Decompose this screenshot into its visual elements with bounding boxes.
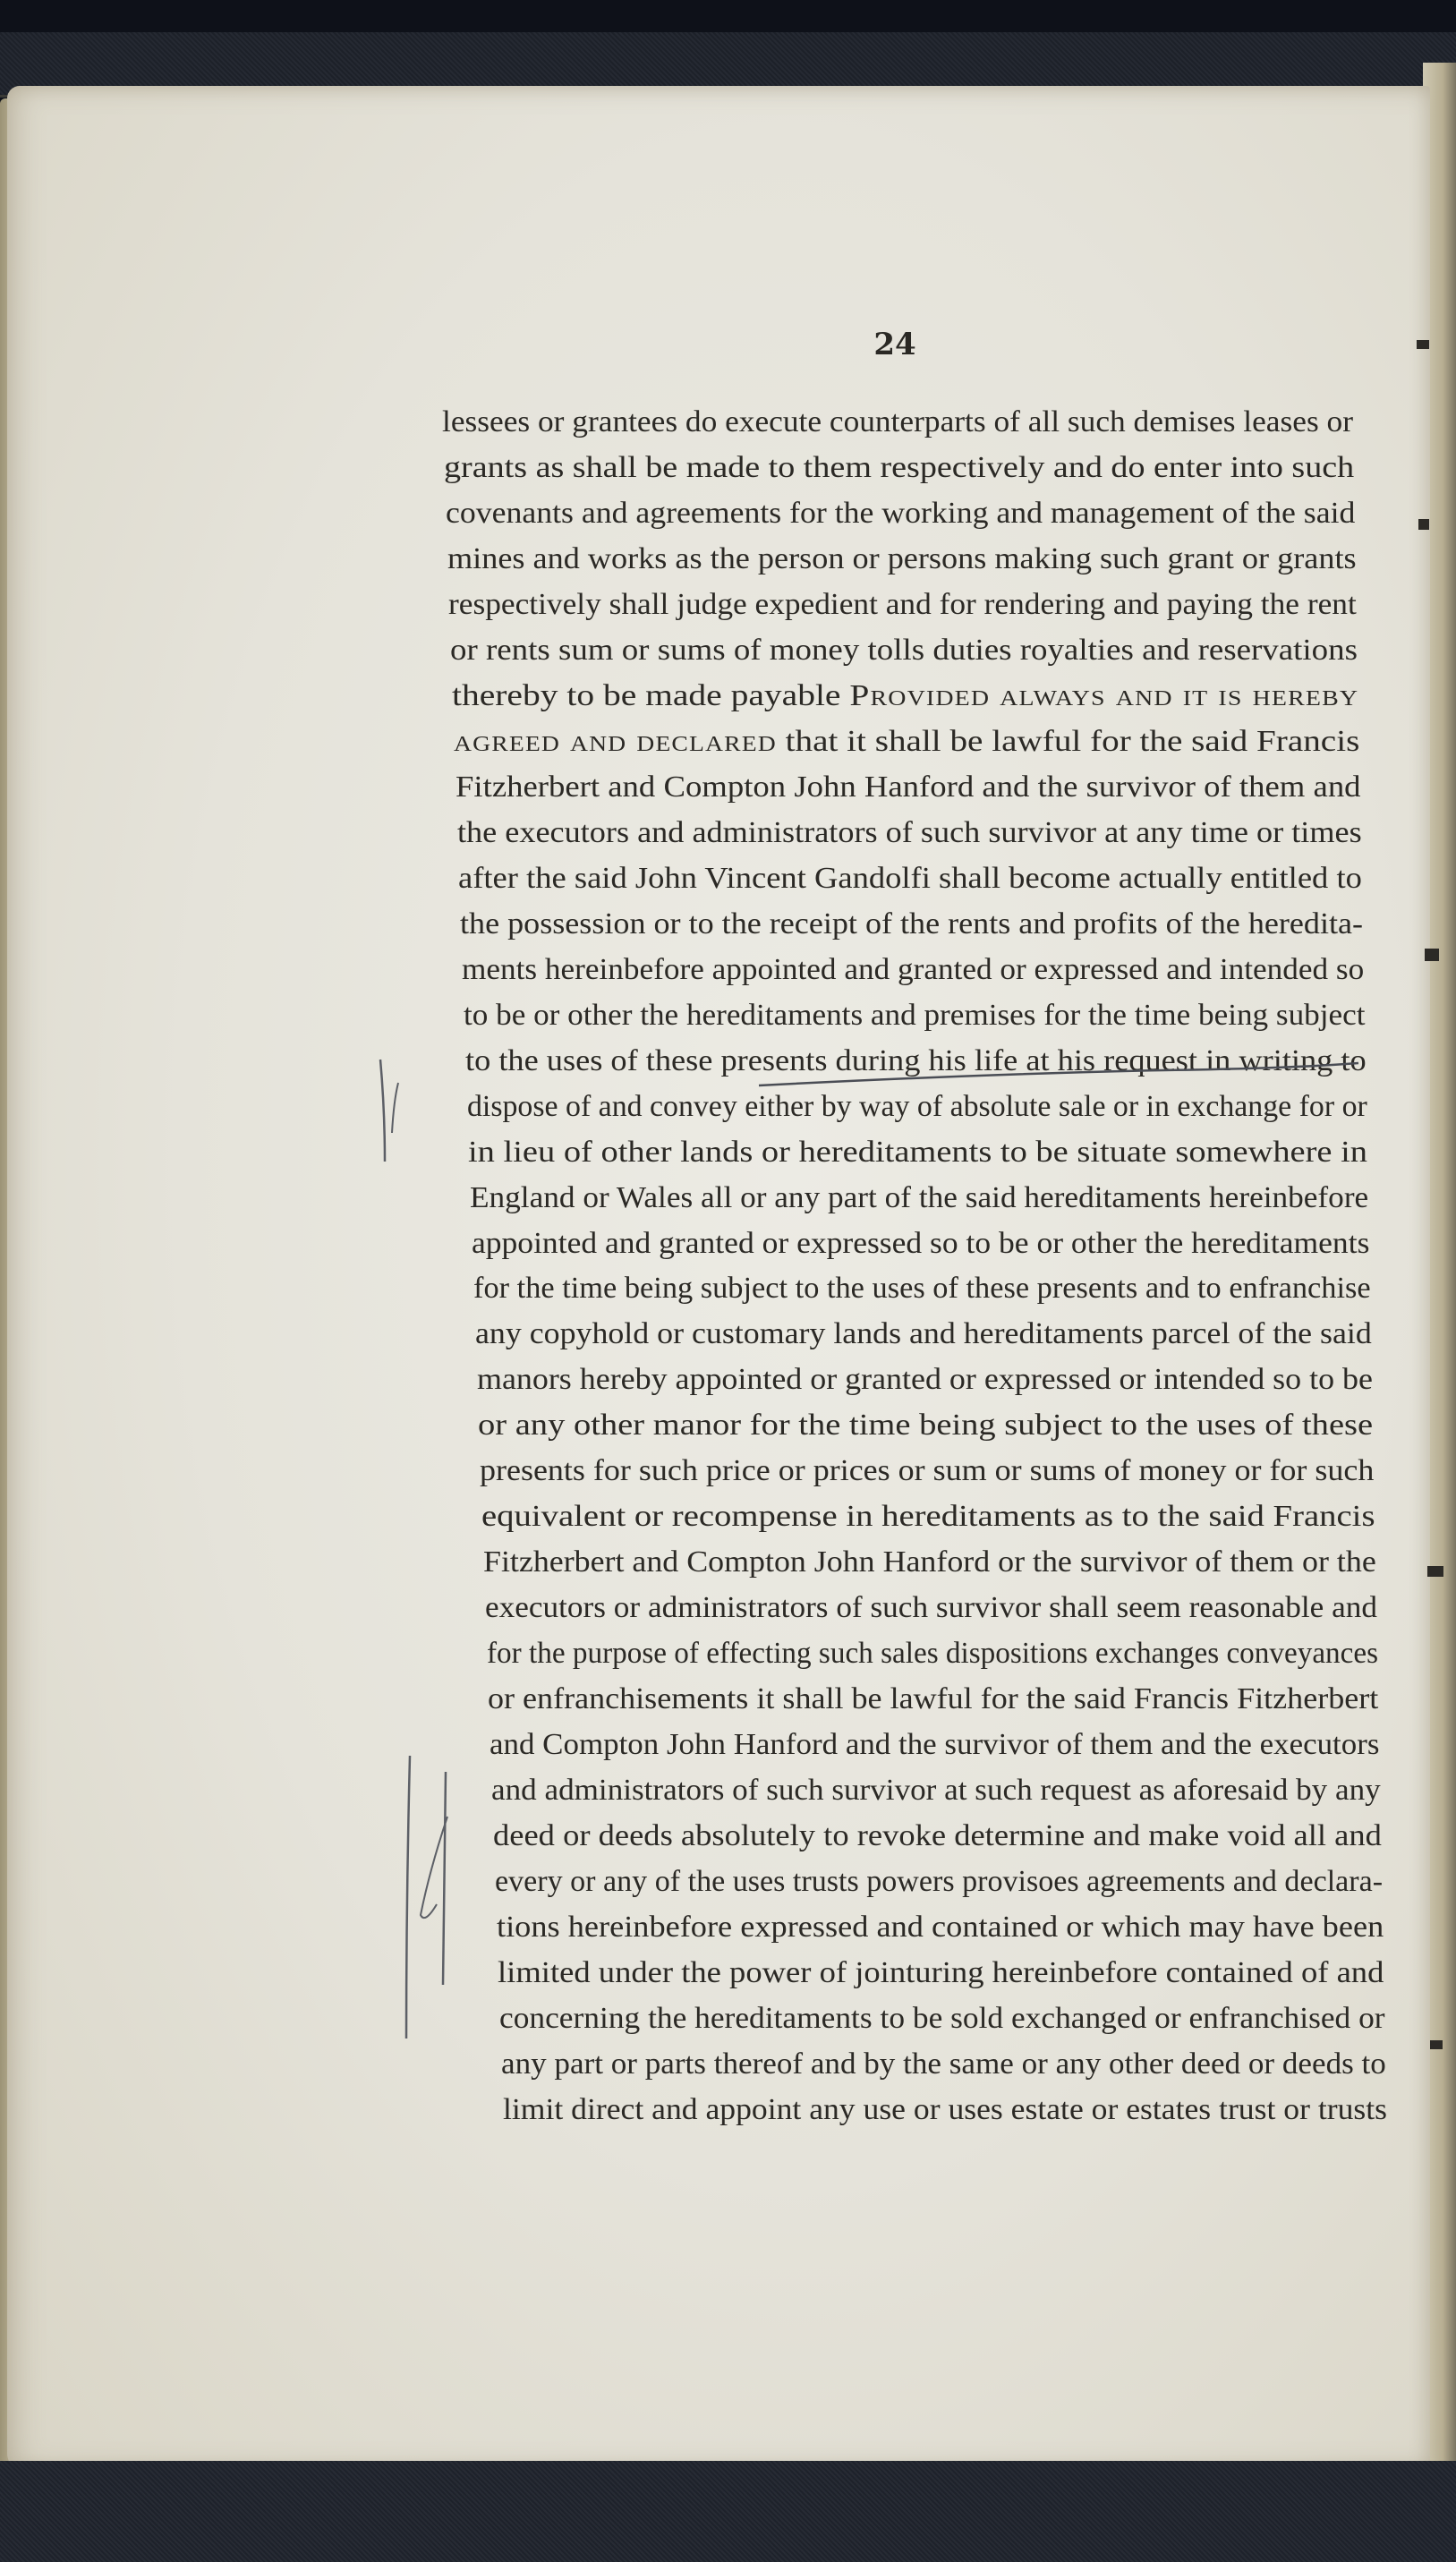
text-segment: and administrators of such survivor at such request as aforesaid by any bbox=[491, 1774, 1381, 1808]
text-segment: limit direct and appoint any use or uses estate or estates trust or trusts bbox=[503, 2093, 1388, 2126]
text-segment: after the said John Vincent Gandolfi shall become actually entitled to bbox=[458, 861, 1363, 895]
pencil-margin-bracket bbox=[394, 1745, 465, 2049]
text-segment: grants as shall be made to them respectively and do enter into such bbox=[443, 450, 1355, 484]
text-segment: concerning the hereditaments to be sold exchanged or enfranchised or bbox=[499, 2002, 1385, 2036]
text-segment: equivalent or recompense in hereditaments as to the said Francis bbox=[481, 1500, 1375, 1534]
text-segment: the possession or to the receipt of the rents and profits of the heredita- bbox=[460, 906, 1364, 941]
text-segment: ments hereinbefore appointed and granted or expressed and intended so bbox=[462, 952, 1365, 986]
text-segment: that it shall be lawful for the said Francis bbox=[776, 724, 1360, 758]
text-segment: or any other manor for the time being subject to the uses of these bbox=[478, 1409, 1374, 1443]
text-segment: every or any of the uses trusts powers provisoes agreements and declara- bbox=[494, 1865, 1383, 1899]
text-segment: England or Wales all or any part of the said hereditaments hereinbefore bbox=[470, 1180, 1369, 1214]
text-segment: for the purpose of effecting such sales dispositions exchanges conveyances bbox=[486, 1637, 1378, 1671]
text-segment: executors or administrators of such survivor shall seem reasonable and bbox=[484, 1591, 1377, 1625]
text-segment: covenants and agreements for the working and management of the said bbox=[445, 496, 1356, 530]
text-segment: Fitzherbert and Compton John Hanford or the survivor of them or the bbox=[482, 1545, 1376, 1579]
text-segment: or rents sum or sums of money tolls duties royalties and reservations bbox=[450, 633, 1358, 667]
text-segment: mines and works as the person or persons making such grant or grants bbox=[447, 541, 1357, 575]
text-segment: any part or parts thereof and by the same or any other deed or deeds to bbox=[501, 2047, 1386, 2081]
text-segment: deed or deeds absolutely to revoke determine and make void all and bbox=[492, 1819, 1382, 1853]
text-segment: limited under the power of jointuring hereinbefore contained of and bbox=[498, 1956, 1384, 1990]
page-number: 24 bbox=[873, 327, 916, 362]
text-segment: appointed and granted or expressed so to be or other the hereditaments bbox=[472, 1226, 1370, 1260]
text-segment: thereby to be made payable bbox=[452, 678, 850, 712]
text-segment: lessees or grantees do execute counterparts of all such demises leases or bbox=[442, 405, 1353, 438]
text-segment: Fitzherbert and Compton John Hanford and the survivor of them and bbox=[455, 770, 1361, 804]
text-segment: any copyhold or customary lands and hereditaments parcel of the said bbox=[474, 1317, 1372, 1351]
text-segment: in lieu of other lands or hereditaments to be situate somewhere in bbox=[468, 1135, 1368, 1169]
pencil-margin-mark bbox=[362, 1047, 416, 1172]
text-segment: to the uses of these presents during his life at his request in writing to bbox=[464, 1043, 1367, 1077]
text-segment: the executors and administrators of such survivor at any time or times bbox=[456, 815, 1362, 849]
text-segment: Provided always and it is hereby bbox=[849, 678, 1359, 712]
text-segment: agreed and declared bbox=[453, 724, 777, 758]
text-segment: manors hereby appointed or granted or expressed or intended so to be bbox=[476, 1363, 1373, 1397]
text-segment: or enfranchisements it shall be lawful for the said Francis Fitzherbert bbox=[488, 1682, 1379, 1716]
text-segment: respectively shall judge expedient and for rendering and paying the rent bbox=[448, 587, 1358, 621]
text-segment: and Compton John Hanford and the survivor of them and the executors bbox=[490, 1728, 1380, 1762]
text-segment: for the time being subject to the uses of these presents and to enfranchise bbox=[473, 1272, 1371, 1306]
text-segment: to be or other the hereditaments and premises for the time being subject bbox=[463, 998, 1366, 1032]
text-segment: dispose of and convey either by way of absolute sale or in exchange for or bbox=[466, 1089, 1367, 1123]
text-segment: presents for such price or prices or sum or sums of money or for such bbox=[480, 1454, 1375, 1488]
text-segment: tions hereinbefore expressed and contained or which may have been bbox=[496, 1911, 1384, 1945]
